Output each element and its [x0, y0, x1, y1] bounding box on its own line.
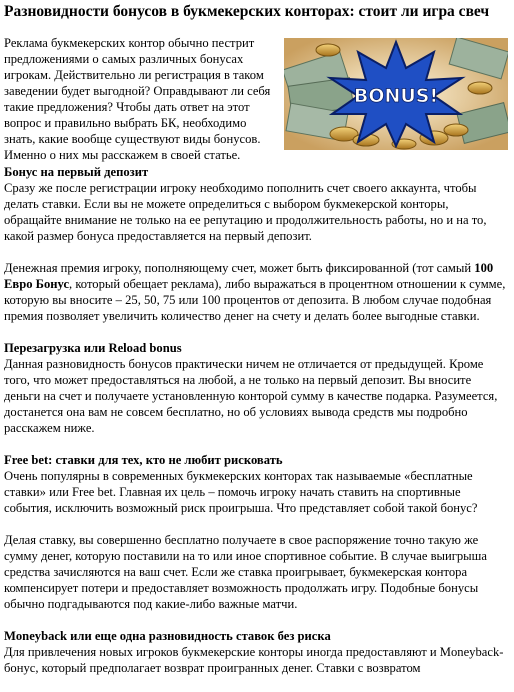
section-moneyback: [4, 628, 509, 676]
paragraph: Делая ставку, вы совершенно бесплатно получаете в свое распоряжение точно такую же сумму денег, которую поставили на то или иное спортивное событие. В случае выигрыша средства зачисляются на ваш счет. Если же ставка проигрывает, букмекерская контора компенсирует потери и предоставляет возможность продолжать игру. Подобные бонусы обычно подгадываются под какие-либо важные матчи.: [4, 533, 487, 611]
section-heading: Moneyback или еще одна разновидность ставок без риска: [4, 629, 331, 643]
section-heading: Перезагрузка или Reload bonus: [4, 341, 182, 355]
bonus-badge-text: BONUS!: [353, 85, 439, 107]
text-run: Денежная премия игроку, пополняющему счет, может быть фиксированной (тот самый: [4, 261, 475, 275]
paragraph: Для привлечения новых игроков букмекерские конторы иногда предоставляют и Moneyback-бонус, который предполагает возврат проигранных денег. Ставки с возвратом: [4, 645, 504, 675]
section-heading: Бонус на первый депозит: [4, 165, 149, 179]
bold-text-100-euro: 100 Евро Бонус: [4, 261, 494, 291]
paragraph: Сразу же после регистрации игроку необходимо пополнить счет своего аккаунта, чтобы делать ставки. Если вы не можете определиться с выбором букмекерской конторы, обращайте внимание не только на ее репутацию и продолжительность работы, но и на то, какой размер бонуса предоставляется на первый депозит.: [4, 181, 487, 243]
section-first-deposit: [4, 164, 509, 324]
bonus-illustration: [284, 38, 508, 150]
section-free-bet: [4, 452, 509, 612]
article-title: Разновидности бонусов в букмекерских конторах: стоит ли игра свеч: [4, 3, 490, 20]
paragraph: Очень популярны в современных букмекерских конторах так называемые «бесплатные ставки» или Free bet. Главная их цель – помочь игроку начать ставить на спортивные события, исключить возможный риск проигрыша. Что представляет собой такой бонус?: [4, 469, 478, 515]
paragraph: Данная разновидность бонусов практически ничем не отличается от предыдущей. Кроме того, что может предоставляться на любой, а не только на первый депозит. Вы вносите деньги на счет и получаете установленную конторой сумму в качестве подарка. Разумеется, достанется она вам не совсем бесплатно, но об условиях вывода средств мы подробно расскажем ниже.: [4, 357, 498, 435]
text-run: , который обещает реклама), либо выражаться в процентном отношении к сумме, которую вы вносите – 25, 50, 75 или 100 процентов от депозита. В любом случае подобная премия позволяет увеличить количество денег на счету и делать более выгодные ставки.: [4, 277, 506, 323]
intro-paragraph: Реклама букмекерских контор обычно пестрит предложениями о самых различных бонусах игрокам. Действительно ли регистрация в таком заведении будет выгодной? Оправдывают ли себя такие предложения? Чтобы дать ответ на этот вопрос и правильно выбрать БК, необходимо знать, какие вообще существуют виды бонусов. Именно о них мы расскажем в своей статье.: [4, 36, 271, 162]
paragraph: [4, 260, 509, 324]
bonus-image: [284, 38, 508, 150]
section-reload-bonus: [4, 340, 509, 436]
article-body: [4, 164, 509, 692]
section-heading: Free bet: ставки для тех, кто не любит рисковать: [4, 453, 283, 467]
